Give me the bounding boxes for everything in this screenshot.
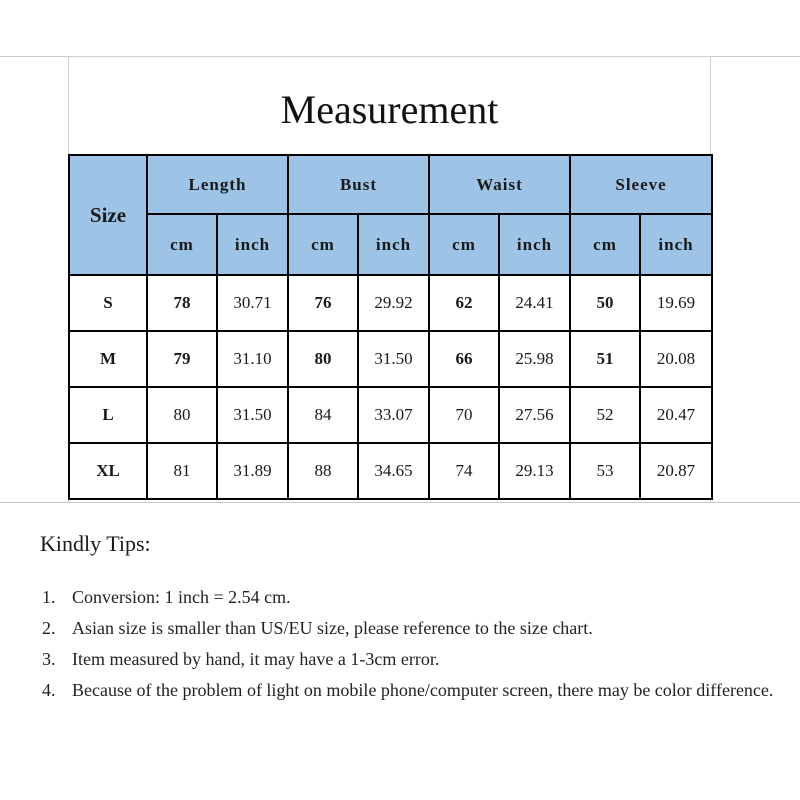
tips-title: Kindly Tips: bbox=[40, 531, 151, 556]
table-row bbox=[69, 275, 712, 331]
group-header-bust: Bust bbox=[288, 155, 429, 214]
table-cell: 34.65 bbox=[358, 443, 429, 499]
table-cell: 31.50 bbox=[217, 387, 288, 443]
list-number: 2. bbox=[42, 618, 56, 638]
size-cell: L bbox=[69, 387, 147, 443]
unit-header-cm: cm bbox=[429, 214, 499, 275]
group-header-length: Length bbox=[147, 155, 288, 214]
table-cell: 31.50 bbox=[358, 331, 429, 387]
group-header-row bbox=[69, 155, 712, 214]
list-text: Because of the problem of light on mobile phone/computer screen, there may be color difference. bbox=[72, 680, 774, 700]
tips-list bbox=[40, 582, 780, 706]
table-cell: 20.87 bbox=[640, 443, 712, 499]
unit-header-inch: inch bbox=[358, 214, 429, 275]
table-row bbox=[69, 443, 712, 499]
table-row bbox=[69, 387, 712, 443]
list-item bbox=[40, 675, 780, 706]
size-cell: S bbox=[69, 275, 147, 331]
size-cell: M bbox=[69, 331, 147, 387]
table-cell: 29.13 bbox=[499, 443, 570, 499]
table-cell: 27.56 bbox=[499, 387, 570, 443]
table-cell: 20.08 bbox=[640, 331, 712, 387]
unit-header-inch: inch bbox=[640, 214, 712, 275]
table-cell: 19.69 bbox=[640, 275, 712, 331]
table-cell: 62 bbox=[429, 275, 499, 331]
table-row bbox=[69, 331, 712, 387]
table-cell: 74 bbox=[429, 443, 499, 499]
group-header-waist: Waist bbox=[429, 155, 570, 214]
table-cell: 78 bbox=[147, 275, 217, 331]
page-title: Measurement bbox=[280, 87, 499, 132]
table-cell: 88 bbox=[288, 443, 358, 499]
list-text: Asian size is smaller than US/EU size, please reference to the size chart. bbox=[72, 618, 593, 638]
table-cell: 31.10 bbox=[217, 331, 288, 387]
size-table bbox=[68, 154, 713, 500]
size-column-header: Size bbox=[69, 155, 147, 275]
list-item bbox=[40, 644, 780, 675]
unit-header-inch: inch bbox=[499, 214, 570, 275]
table-cell: 20.47 bbox=[640, 387, 712, 443]
list-item bbox=[40, 582, 780, 613]
table-cell: 51 bbox=[570, 331, 640, 387]
table-cell: 84 bbox=[288, 387, 358, 443]
unit-header-cm: cm bbox=[570, 214, 640, 275]
unit-header-cm: cm bbox=[288, 214, 358, 275]
unit-header-row bbox=[69, 214, 712, 275]
size-cell: XL bbox=[69, 443, 147, 499]
list-number: 1. bbox=[42, 587, 56, 607]
table-cell: 24.41 bbox=[499, 275, 570, 331]
list-item bbox=[40, 613, 780, 644]
table-cell: 76 bbox=[288, 275, 358, 331]
table-cell: 25.98 bbox=[499, 331, 570, 387]
table-cell: 31.89 bbox=[217, 443, 288, 499]
table-cell: 66 bbox=[429, 331, 499, 387]
unit-header-cm: cm bbox=[147, 214, 217, 275]
unit-header-inch: inch bbox=[217, 214, 288, 275]
table-cell: 81 bbox=[147, 443, 217, 499]
table-cell: 30.71 bbox=[217, 275, 288, 331]
kindly-tips bbox=[40, 530, 780, 706]
table-cell: 52 bbox=[570, 387, 640, 443]
list-text: Item measured by hand, it may have a 1-3cm error. bbox=[72, 649, 440, 669]
group-header-sleeve: Sleeve bbox=[570, 155, 712, 214]
table-cell: 79 bbox=[147, 331, 217, 387]
table-cell: 80 bbox=[288, 331, 358, 387]
table-cell: 33.07 bbox=[358, 387, 429, 443]
table-cell: 29.92 bbox=[358, 275, 429, 331]
list-number: 3. bbox=[42, 649, 56, 669]
table-cell: 80 bbox=[147, 387, 217, 443]
table-cell: 70 bbox=[429, 387, 499, 443]
list-number: 4. bbox=[42, 680, 56, 700]
table-cell: 50 bbox=[570, 275, 640, 331]
list-text: Conversion: 1 inch = 2.54 cm. bbox=[72, 587, 291, 607]
table-cell: 53 bbox=[570, 443, 640, 499]
